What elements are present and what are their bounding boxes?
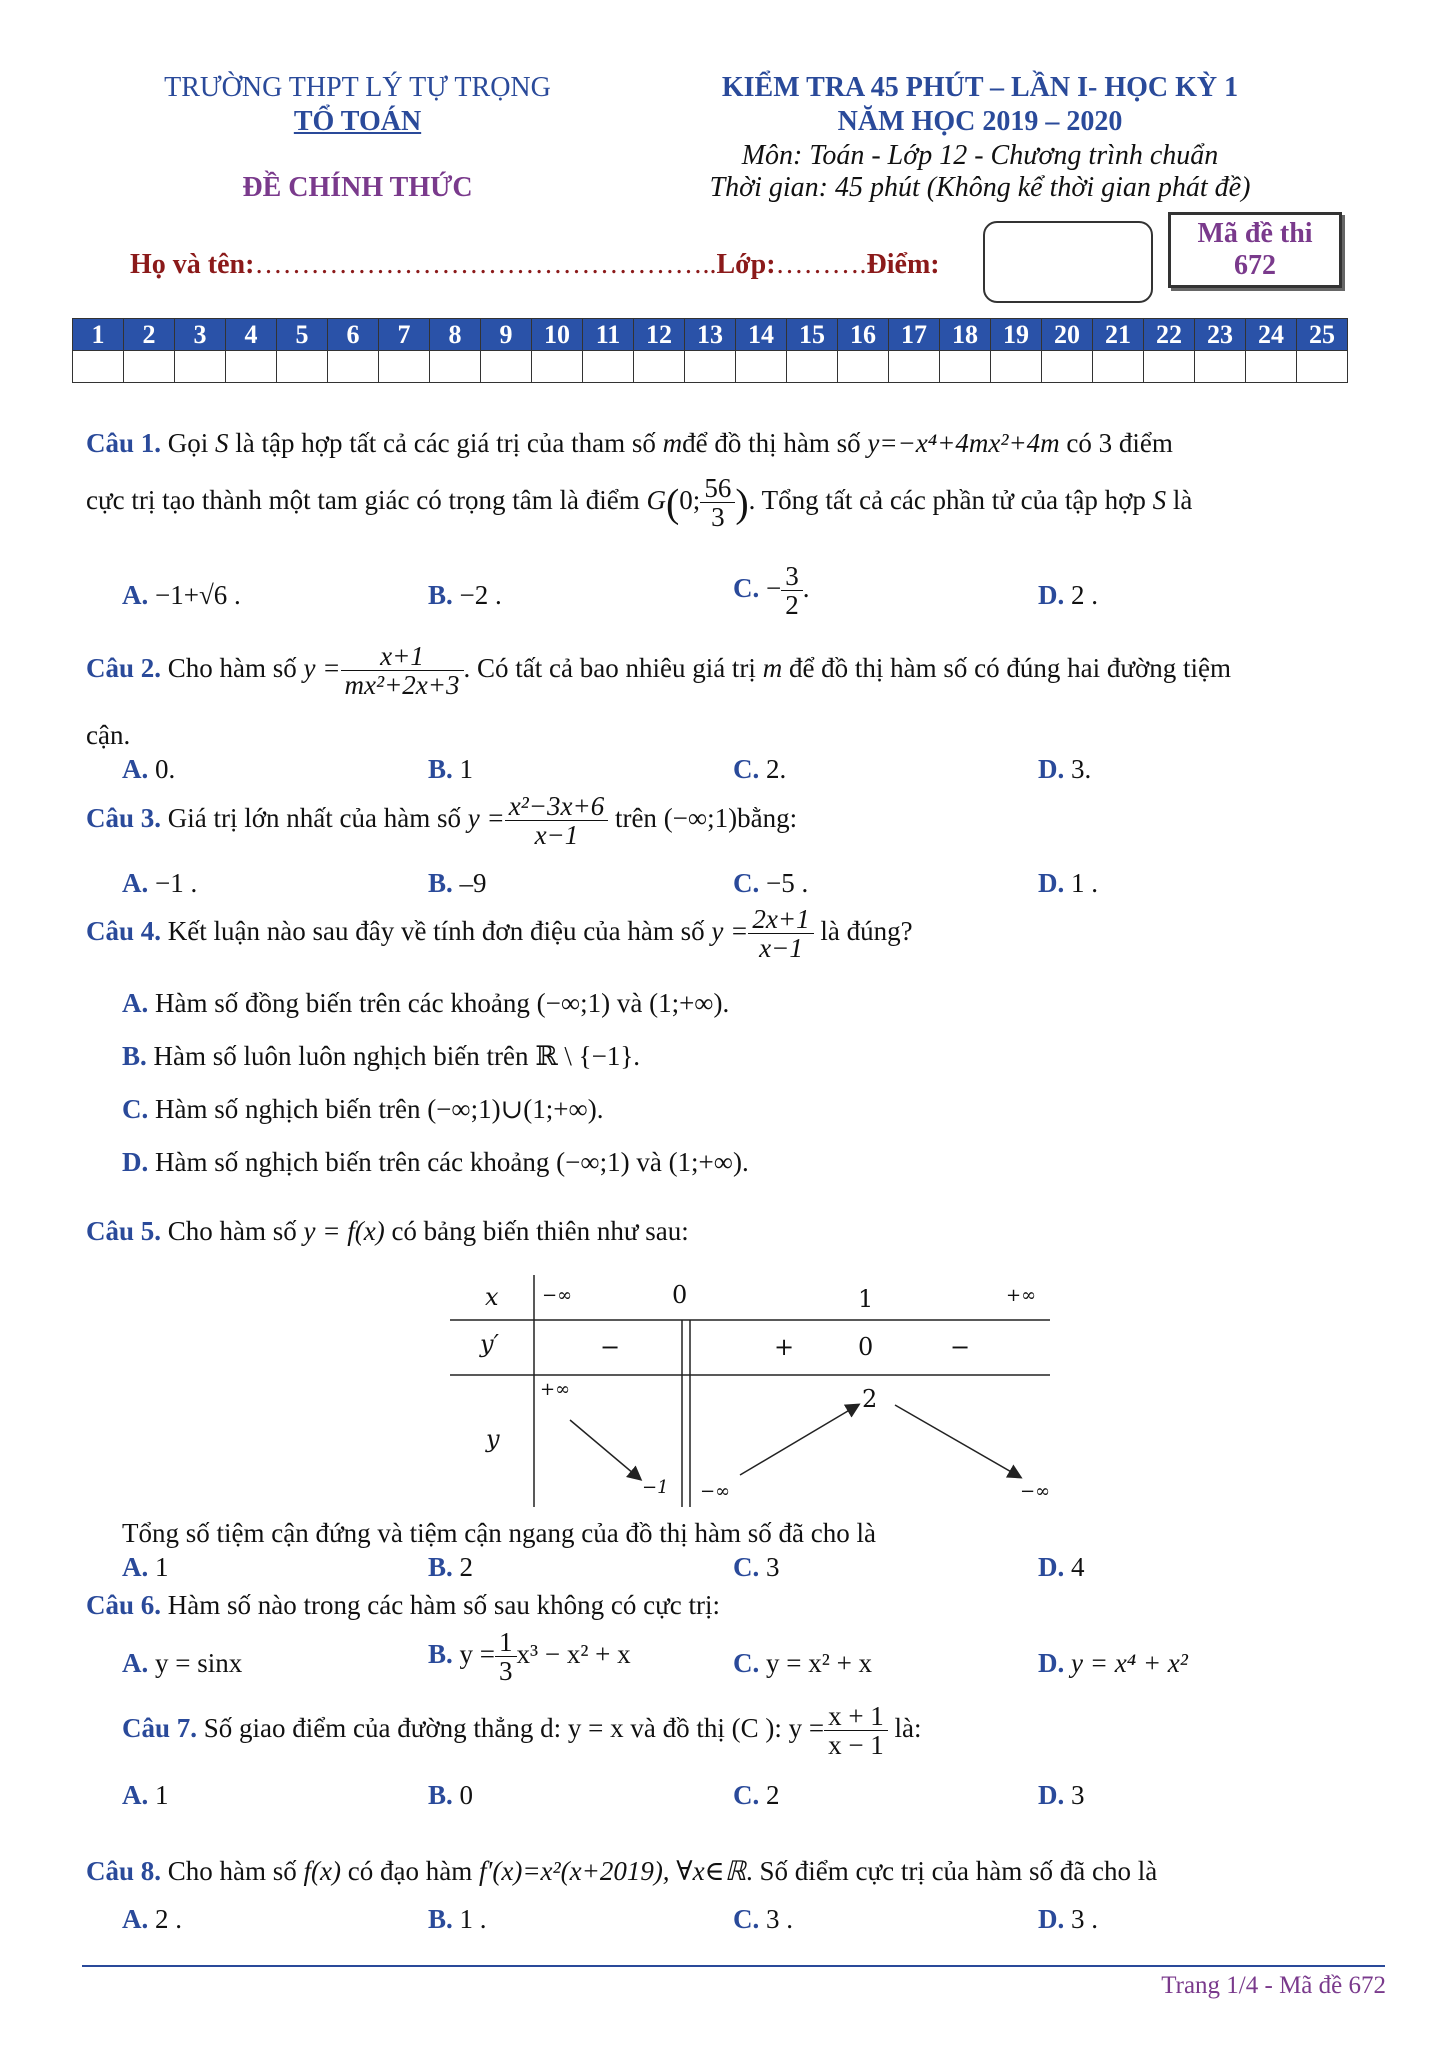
- answer-cell[interactable]: [1093, 351, 1144, 383]
- q3-option-a[interactable]: A. −1 .: [122, 868, 198, 898]
- answer-cell[interactable]: [430, 351, 481, 383]
- q1-var-m: m: [662, 428, 683, 458]
- answer-cell[interactable]: [1246, 351, 1297, 383]
- q4-option-a[interactable]: A. Hàm số đồng biến trên các khoảng (−∞;1) và (1;+∞).: [122, 988, 730, 1018]
- answer-cell[interactable]: [124, 351, 175, 383]
- vt-y-neg-inf-1: −∞: [700, 1481, 731, 1502]
- question-3: Câu 3. Giá trị lớn nhất của hàm số y = $\frac{\text{x²−3x+6}}{x-1}$ trên (−∞;1)bằng:: [86, 791, 798, 851]
- q1-option-d[interactable]: D. 2 .: [1038, 580, 1098, 610]
- q5-option-c[interactable]: C. 3: [733, 1552, 780, 1582]
- answer-grid-number: 7: [379, 319, 430, 351]
- answer-cell[interactable]: [736, 351, 787, 383]
- q8-option-d[interactable]: D. 3 .: [1038, 1904, 1098, 1934]
- answer-grid-number: 18: [940, 319, 991, 351]
- answer-cell[interactable]: [481, 351, 532, 383]
- score-box[interactable]: [983, 221, 1153, 303]
- q1-text: là: [1166, 485, 1193, 516]
- q4-option-b[interactable]: B. Hàm số luôn luôn nghịch biến trên ℝ \ {−1}.: [122, 1041, 641, 1071]
- question-7: Câu 7. Số giao điểm của đường thẳng d: y = x và đồ thị (C ): y = $\frac{x + 1}{x - 1}$ là:: [122, 1701, 922, 1761]
- vt-x-pos-inf: +∞: [1006, 1285, 1037, 1306]
- answer-cell[interactable]: [1195, 351, 1246, 383]
- answer-grid-number: 14: [736, 319, 787, 351]
- q2-option-d[interactable]: D. 3.: [1038, 754, 1092, 784]
- answer-grid-cells[interactable]: [73, 351, 1348, 383]
- answer-cell[interactable]: [1144, 351, 1195, 383]
- question-8: Câu 8. Cho hàm số f(x) có đạo hàm f′(x)=x²(x+2019), ∀x∈ℝ. Số điểm cực trị của hàm số đã cho là: [86, 1856, 1158, 1886]
- name-dots[interactable]: …………………………………………..: [254, 249, 717, 280]
- q6-option-b[interactable]: B. y = $\frac{1}{3}$ x³ − x² + x: [428, 1627, 631, 1687]
- department-name: TỔ TOÁN: [293, 106, 422, 137]
- q5-option-d[interactable]: D. 4: [1038, 1552, 1085, 1582]
- answer-grid-number: 4: [226, 319, 277, 351]
- answer-grid-number: 21: [1093, 319, 1144, 351]
- q1-text: để đồ thị hàm số: [682, 428, 868, 458]
- class-dots[interactable]: ……….: [775, 249, 867, 280]
- answer-cell[interactable]: [634, 351, 685, 383]
- question-5: Câu 5. Cho hàm số y = f(x) có bảng biến thiên như sau:: [86, 1216, 689, 1246]
- answer-grid-number: 15: [787, 319, 838, 351]
- name-label: Họ và tên:: [130, 249, 255, 280]
- subject-line: Môn: Toán - Lớp 12 - Chương trình chuẩn: [741, 140, 1219, 171]
- q7-option-d[interactable]: D. 3: [1038, 1780, 1085, 1810]
- question-label: Câu 2.: [86, 653, 162, 684]
- q7-option-a[interactable]: A. 1: [122, 1780, 169, 1810]
- q1-text: . Tổng tất cả các phần tử của tập hợp: [748, 485, 1153, 516]
- q3-option-d[interactable]: D. 1 .: [1038, 868, 1098, 898]
- q1-text: Gọi: [161, 428, 216, 458]
- q8-option-a[interactable]: A. 2 .: [122, 1904, 182, 1934]
- q7-option-b[interactable]: B. 0: [428, 1780, 474, 1810]
- vt-sign-2: +: [774, 1333, 795, 1361]
- class-label: Lớp:: [716, 249, 776, 280]
- answer-grid-number: 17: [889, 319, 940, 351]
- answer-grid: [72, 318, 1348, 383]
- q5-option-a[interactable]: A. 1: [122, 1552, 169, 1582]
- answer-cell[interactable]: [685, 351, 736, 383]
- question-label: Câu 7.: [122, 1713, 198, 1744]
- answer-cell[interactable]: [583, 351, 634, 383]
- question-1: [86, 428, 1173, 459]
- answer-cell[interactable]: [1042, 351, 1093, 383]
- vt-y-neg-inf-2: −∞: [1020, 1481, 1051, 1502]
- q1-text: có 3 điểm: [1059, 428, 1173, 458]
- answer-grid-number: 24: [1246, 319, 1297, 351]
- school-year: NĂM HỌC 2019 – 2020: [837, 106, 1123, 137]
- answer-cell[interactable]: [226, 351, 277, 383]
- q3-fraction: $\frac{\text{x²−3x+6}}{x-1}$: [505, 792, 609, 850]
- q2-option-a[interactable]: A. 0.: [122, 754, 176, 784]
- question-2-line-2: cận.: [86, 720, 131, 750]
- vt-x-label: x: [485, 1283, 499, 1311]
- q1-option-c[interactable]: C. − $\frac{3}{2}$ .: [733, 561, 810, 621]
- question-label: Câu 5.: [86, 1216, 162, 1246]
- q1-option-a[interactable]: A. −1+√6 .: [122, 580, 241, 610]
- answer-grid-number: 5: [277, 319, 328, 351]
- q4-option-c[interactable]: C. Hàm số nghịch biến trên (−∞;1)∪(1;+∞).: [122, 1094, 604, 1124]
- exam-code-label: Mã đề thi: [1197, 218, 1313, 249]
- time-line: Thời gian: 45 phút (Không kể thời gian phát đề): [709, 172, 1251, 203]
- vt-y-pos-inf: +∞: [540, 1379, 571, 1400]
- answer-grid-number: 3: [175, 319, 226, 351]
- q1-var-s: S: [215, 428, 229, 458]
- school-name: TRƯỜNG THPT LÝ TỰ TRỌNG: [164, 72, 551, 103]
- q7-option-c[interactable]: C. 2: [733, 1780, 780, 1810]
- answer-cell[interactable]: [379, 351, 430, 383]
- answer-cell[interactable]: [1297, 351, 1348, 383]
- answer-grid-number: 16: [838, 319, 889, 351]
- q1-point-g: G: [646, 485, 666, 516]
- question-2: Câu 2. Cho hàm số y = $\frac{x+1}{\text{mx²+2x+3}}$ . Có tất cả bao nhiêu giá trị m để đồ thị hàm số có đúng hai đường tiệm: [86, 641, 1232, 701]
- q7-fraction: $\frac{x + 1}{x - 1}$: [824, 1702, 888, 1760]
- q1-text: là tập hợp tất cả các giá trị của tham số: [228, 428, 663, 458]
- answer-grid-number: 8: [430, 319, 481, 351]
- answer-grid-number: 12: [634, 319, 685, 351]
- answer-grid-header: [73, 319, 1348, 351]
- q6-option-d[interactable]: D. y = x⁴ + x²: [1038, 1648, 1188, 1678]
- question-label: Câu 8.: [86, 1856, 162, 1886]
- q2-option-b[interactable]: B. 1: [428, 754, 474, 784]
- vt-sign-1: −: [600, 1333, 621, 1361]
- question-label: Câu 1.: [86, 428, 162, 458]
- q2-fraction: $\frac{x+1}{\text{mx²+2x+3}}$: [341, 642, 464, 700]
- footer-divider: [82, 1965, 1385, 1967]
- vt-y-label: y: [486, 1425, 500, 1453]
- answer-grid-number: 20: [1042, 319, 1093, 351]
- q2-option-c[interactable]: C. 2.: [733, 754, 787, 784]
- vt-yprime-label: y′: [480, 1330, 500, 1358]
- answer-cell[interactable]: [889, 351, 940, 383]
- q6-option-a[interactable]: A. y = sinx: [122, 1648, 243, 1678]
- answer-cell[interactable]: [940, 351, 991, 383]
- question-6: Câu 6. Hàm số nào trong các hàm số sau không có cực trị:: [86, 1590, 720, 1620]
- page-footer: Trang 1/4 - Mã đề 672: [1161, 1972, 1386, 1999]
- variation-table: [450, 1275, 1050, 1507]
- answer-grid-number: 25: [1297, 319, 1348, 351]
- answer-grid-number: 22: [1144, 319, 1195, 351]
- vt-x-0: 0: [672, 1281, 688, 1309]
- answer-grid-number: 19: [991, 319, 1042, 351]
- answer-grid-number: 10: [532, 319, 583, 351]
- answer-grid-number: 9: [481, 319, 532, 351]
- vt-y-2: 2: [862, 1385, 878, 1413]
- answer-grid-number: 2: [124, 319, 175, 351]
- answer-cell[interactable]: [73, 351, 124, 383]
- question-label: Câu 3.: [86, 803, 162, 834]
- answer-grid-number: 11: [583, 319, 634, 351]
- q3-option-c[interactable]: C. −5 .: [733, 868, 809, 898]
- score-label: Điểm:: [866, 249, 940, 280]
- q8-option-b[interactable]: B. 1 .: [428, 1904, 487, 1934]
- answer-cell[interactable]: [532, 351, 583, 383]
- q3-option-b[interactable]: B. –9: [428, 868, 487, 898]
- q8-option-c[interactable]: C. 3 .: [733, 1904, 793, 1934]
- answer-cell[interactable]: [787, 351, 838, 383]
- question-4: Câu 4. Kết luận nào sau đây về tính đơn điệu của hàm số y = $\frac{2x+1}{x-1}$ là đúng?: [86, 904, 913, 964]
- vt-x-1: 1: [858, 1285, 874, 1313]
- answer-cell[interactable]: [175, 351, 226, 383]
- q1-fraction: $\frac{56}{3}$: [700, 474, 735, 532]
- q1-text: cực trị tạo thành một tam giác có trọng tâm là điểm: [86, 485, 647, 516]
- vt-y-minus-1: −1: [642, 1477, 669, 1498]
- answer-cell[interactable]: [991, 351, 1042, 383]
- answer-grid-number: 23: [1195, 319, 1246, 351]
- exam-title: KIỂM TRA 45 PHÚT – LẦN I- HỌC KỲ 1: [721, 72, 1239, 103]
- vt-x-neg-inf: −∞: [542, 1285, 573, 1306]
- exam-code-value: 672: [1234, 250, 1276, 281]
- answer-cell[interactable]: [838, 351, 889, 383]
- q4-option-d[interactable]: D. Hàm số nghịch biến trên các khoảng (−∞;1) và (1;+∞).: [122, 1147, 749, 1177]
- exam-code-box: [1168, 212, 1342, 288]
- question-1-line-2: cực trị tạo thành một tam giác có trọng tâm là điểm G(0; $\frac{56}{3}$ ). Tổng tất cả các phần tử của tập hợp S là: [86, 473, 1193, 533]
- answer-grid-number: 1: [73, 319, 124, 351]
- q1-function: y=−x⁴+4mx²+4m: [867, 428, 1060, 458]
- vt-sign-3: 0: [858, 1333, 874, 1361]
- question-label: Câu 4.: [86, 916, 162, 947]
- question-label: Câu 6.: [86, 1590, 162, 1620]
- q1-option-b[interactable]: B. −2 .: [428, 580, 502, 610]
- answer-cell[interactable]: [277, 351, 328, 383]
- answer-cell[interactable]: [328, 351, 379, 383]
- q5-option-b[interactable]: B. 2: [428, 1552, 474, 1582]
- q6-option-c[interactable]: C. y = x² + x: [733, 1648, 873, 1678]
- student-info-line: [130, 249, 940, 281]
- question-5-prompt: Tổng số tiệm cận đứng và tiệm cận ngang của đồ thị hàm số đã cho là: [122, 1518, 876, 1548]
- q4-fraction: $\frac{2x+1}{x-1}$: [748, 905, 813, 963]
- answer-grid-number: 6: [328, 319, 379, 351]
- vt-sign-4: −: [950, 1333, 971, 1361]
- official-exam-label: ĐỀ CHÍNH THỨC: [242, 172, 473, 203]
- answer-grid-number: 13: [685, 319, 736, 351]
